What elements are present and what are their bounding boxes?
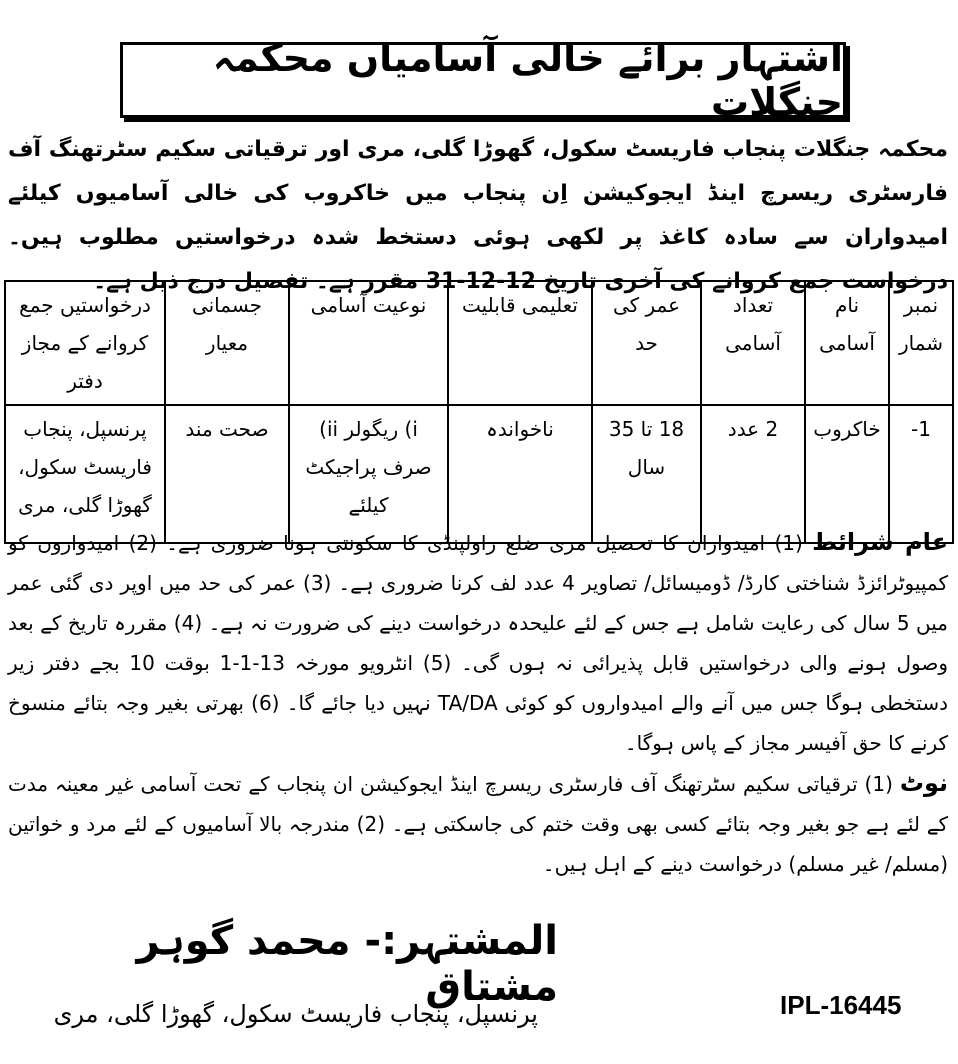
- cell-office: پرنسپل، پنجاب فاریسٹ سکول، گھوڑا گلی، مری: [5, 405, 165, 543]
- cell-serial: 1-: [889, 405, 953, 543]
- ad-title: اشتہار برائے خالی آسامیاں محکمہ جنگلات: [212, 36, 843, 124]
- ad-title-box: [120, 36, 846, 124]
- col-age-limit: عمر کی حد: [592, 281, 701, 405]
- cell-post-count: 2 عدد: [701, 405, 805, 543]
- cell-post-name: خاکروب: [805, 405, 889, 543]
- cell-education: ناخواندہ: [448, 405, 592, 543]
- col-office: درخواستیں جمع کروانے کے مجاز دفتر: [5, 281, 165, 405]
- note-text: (1) ترقیاتی سکیم سٹرتھنگ آف فارسٹری ریسرچ اینڈ ایجوکیشن ان پنجاب کے تحت آسامی غیر معینہ مدت کے لئے ہے جو بغیر وجہ بتائے کسی بھی وقت ختم کی جاسکتی ہے۔ (2) مندرجہ بالا آسامیوں کے لئے مرد و خواتین (مسلم/ غیر مسلم) درخواست دینے کے اہل ہیں۔: [8, 772, 949, 876]
- conditions-heading: عام شرائط: [812, 528, 948, 556]
- cell-age-limit: 18 تا 35 سال: [592, 405, 701, 543]
- conditions-section: [8, 522, 948, 884]
- table-header-row: [5, 281, 953, 405]
- conditions-text: (1) امیدواران کا تحصیل مری ضلع راولپنڈی کا سکونتی ہونا ضروری ہے۔ (2) امیدواروں کو کمپیوٹرائزڈ شناختی کارڈ/ ڈومیسائل/ تصاویر 4 عدد لف کرنا ضروری ہے۔ (3) عمر کی حد میں اوپر دی گئی عمر میں 5 سال کی رعایت شامل ہے جس کے لئے علیحدہ درخواست دینے کی ضرورت نہ ہے۔ (4) مقررہ تاریخ کے بعد وصول ہونے والی درخواستیں قابل پذیرائی نہ ہوں گی۔ (5) انٹرویو مورخہ 13-1-1 بوقت 10 بجے دفتر زیر دستخطی ہوگا جس میں آنے والے امیدواروں کو کوئی TA/DA نہیں دیا جائے گا۔ (6) بھرتی بغیر وجہ بتائے منسوخ کرنے کا حق آفیسر مجاز کے پاس ہوگا۔: [8, 531, 948, 755]
- col-post-name: نام آسامی: [805, 281, 889, 405]
- reference-number: IPL-16445: [780, 990, 902, 1020]
- vacancy-table: [4, 280, 954, 544]
- note-heading: نوٹ: [899, 769, 949, 797]
- col-serial: نمبر شمار: [889, 281, 953, 405]
- col-education: تعلیمی قابلیت: [448, 281, 592, 405]
- intro-paragraph: محکمہ جنگلات پنجاب فاریسٹ سکول، گھوڑا گلی، مری اور ترقیاتی سکیم سٹرتھنگ آف فارسٹری ریسرچ اینڈ ایجوکیشن اِن پنجاب میں خاکروب کی خالی آسامیوں کیلئے امیدواران سے سادہ کاغذ پر لکھی ہوئی دستخط شدہ درخواستیں مطلوب ہیں۔ درخواست جمع کروانے کی آخری تاریخ 12-12-31 مقرر ہے۔ تفصیل درج ذیل ہے۔: [8, 137, 948, 294]
- advertiser-signature: المشتہر:- محمد گوہر مشتاق: [136, 918, 558, 1010]
- cell-post-type: i) ریگولر ii) صرف پراجیکٹ کیلئے: [289, 405, 448, 543]
- col-post-type: نوعیت آسامی: [289, 281, 448, 405]
- cell-physical: صحت مند: [165, 405, 289, 543]
- advertiser-designation: پرنسپل، پنجاب فاریسٹ سکول، گھوڑا گلی، مری: [53, 1000, 538, 1028]
- col-post-count: تعداد آسامی: [701, 281, 805, 405]
- col-physical: جسمانی معیار: [165, 281, 289, 405]
